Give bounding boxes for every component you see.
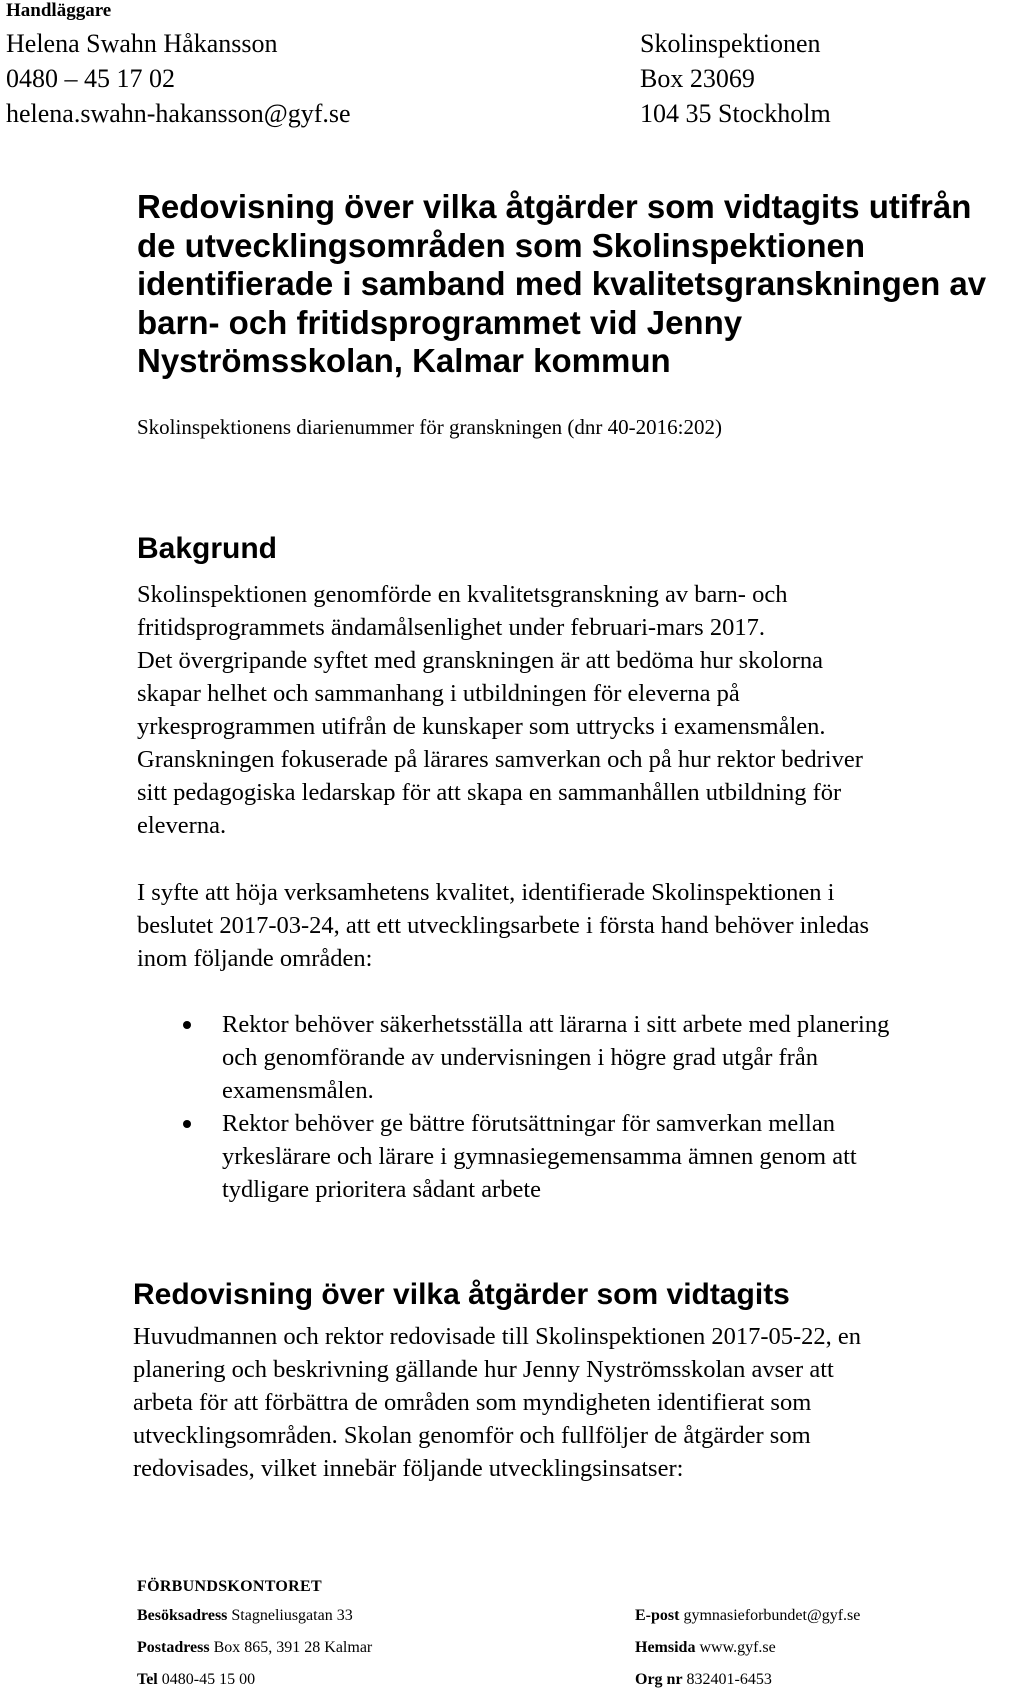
text-line: yrkeslärare och lärare i gymnasiegemensamma ämnen genom att bbox=[222, 1143, 857, 1170]
decision-paragraph bbox=[137, 876, 1017, 975]
footer-address bbox=[137, 1600, 372, 1696]
text-line: inom följande områden: bbox=[137, 945, 373, 972]
footer-contact bbox=[635, 1600, 860, 1696]
title-line: identifierade i samband med kvalitetsgranskningen av bbox=[137, 265, 987, 302]
text-line: Granskningen fokuserade på lärares samverkan och på hur rektor bedriver bbox=[137, 746, 863, 773]
footer-orgnr bbox=[635, 1664, 860, 1696]
footer-website bbox=[635, 1632, 860, 1664]
website-label: Hemsida bbox=[635, 1639, 696, 1656]
recipient-city: 104 35 Stockholm bbox=[640, 99, 831, 128]
phone-label: Tel bbox=[137, 1671, 158, 1688]
text-line: planering och beskrivning gällande hur Jenny Nyströmsskolan avser att bbox=[133, 1356, 834, 1383]
text-line: Det övergripande syftet med granskningen är att bedöma hur skolorna bbox=[137, 647, 824, 674]
text-line: eleverna. bbox=[137, 812, 227, 839]
handler-email: helena.swahn-hakansson@gyf.se bbox=[6, 99, 351, 128]
email-value: gymnasieforbundet@gyf.se bbox=[683, 1607, 861, 1624]
title-line: Redovisning över vilka åtgärder som vidtagits utifrån bbox=[137, 188, 972, 225]
postal-address-label: Postadress bbox=[137, 1639, 210, 1656]
visiting-address-value: Stagneliusgatan 33 bbox=[231, 1607, 353, 1624]
bullet-icon bbox=[183, 1021, 191, 1029]
title-line: Nyströmsskolan, Kalmar kommun bbox=[137, 342, 671, 379]
title-line: de utvecklingsområden som Skolinspektionen bbox=[137, 226, 866, 264]
text-line: och genomförande av undervisningen i högre grad utgår från bbox=[222, 1044, 818, 1071]
handler-label: Handläggare bbox=[6, 0, 112, 21]
text-line: Rektor behöver ge bättre förutsättningar för samverkan mellan bbox=[222, 1110, 835, 1137]
recipient-address bbox=[640, 26, 831, 131]
text-line: utvecklingsområden. Skolan genomför och fullföljer de åtgärder som bbox=[133, 1422, 811, 1449]
background-paragraph bbox=[137, 578, 1017, 842]
recipient-box: Box 23069 bbox=[640, 64, 755, 93]
postal-address bbox=[137, 1632, 372, 1664]
footer-organization: FÖRBUNDSKONTORET bbox=[137, 1578, 322, 1595]
development-areas-list bbox=[183, 1008, 1023, 1206]
text-line: tydligare prioritera sådant arbete bbox=[222, 1176, 542, 1203]
title-line: barn- och fritidsprogrammet vid Jenny bbox=[137, 303, 743, 341]
text-line: yrkesprogrammen utifrån de kunskaper som uttrycks i examensmålen. bbox=[137, 713, 826, 740]
text-line: sitt pedagogiska ledarskap för att skapa en sammanhållen utbildning för bbox=[137, 779, 842, 806]
handler-name: Helena Swahn Håkansson bbox=[6, 29, 278, 58]
text-line: I syfte att höja verksamhetens kvalitet, identifierade Skolinspektionen i bbox=[137, 879, 835, 906]
text-line: fritidsprogrammets ändamålsenlighet under februari-mars 2017. bbox=[137, 614, 765, 641]
visiting-address bbox=[137, 1600, 372, 1632]
postal-address-value: Box 865, 391 28 Kalmar bbox=[213, 1639, 373, 1656]
text-line: Skolinspektionen genomförde en kvalitetsgranskning av barn- och bbox=[137, 581, 788, 608]
phone bbox=[137, 1664, 372, 1696]
text-line: skapar helhet och sammanhang i utbildningen för eleverna på bbox=[137, 680, 740, 707]
case-number: Skolinspektionens diarienummer för granskningen (dnr 40-2016:202) bbox=[137, 415, 722, 439]
actions-heading: Redovisning över vilka åtgärder som vidtagits bbox=[133, 1278, 790, 1311]
bullet-icon bbox=[183, 1120, 191, 1128]
text-line: examensmålen. bbox=[222, 1077, 374, 1104]
text-line: Rektor behöver säkerhetsställa att lärarna i sitt arbete med planering bbox=[222, 1011, 890, 1038]
handler-contact bbox=[6, 26, 351, 131]
recipient-name: Skolinspektionen bbox=[640, 29, 821, 58]
list-item bbox=[183, 1008, 1023, 1107]
background-heading: Bakgrund bbox=[137, 532, 278, 565]
list-item bbox=[183, 1107, 1023, 1206]
text-line: redovisades, vilket innebär följande utvecklingsinsatser: bbox=[133, 1455, 684, 1482]
actions-paragraph bbox=[133, 1320, 1013, 1485]
text-line: beslutet 2017-03-24, att ett utvecklingsarbete i första hand behöver inledas bbox=[137, 912, 870, 939]
orgnr-value: 832401-6453 bbox=[686, 1671, 772, 1688]
footer-email bbox=[635, 1600, 860, 1632]
phone-value: 0480-45 15 00 bbox=[161, 1671, 256, 1688]
text-line: arbeta för att förbättra de områden som myndigheten identifierat som bbox=[133, 1389, 812, 1416]
text-line: Huvudmannen och rektor redovisade till Skolinspektionen 2017-05-22, en bbox=[133, 1323, 862, 1350]
email-label: E-post bbox=[635, 1607, 680, 1624]
orgnr-label: Org nr bbox=[635, 1671, 683, 1688]
handler-phone: 0480 – 45 17 02 bbox=[6, 64, 175, 93]
visiting-address-label: Besöksadress bbox=[137, 1607, 228, 1624]
website-value: www.gyf.se bbox=[699, 1639, 776, 1656]
document-title bbox=[137, 188, 1017, 381]
